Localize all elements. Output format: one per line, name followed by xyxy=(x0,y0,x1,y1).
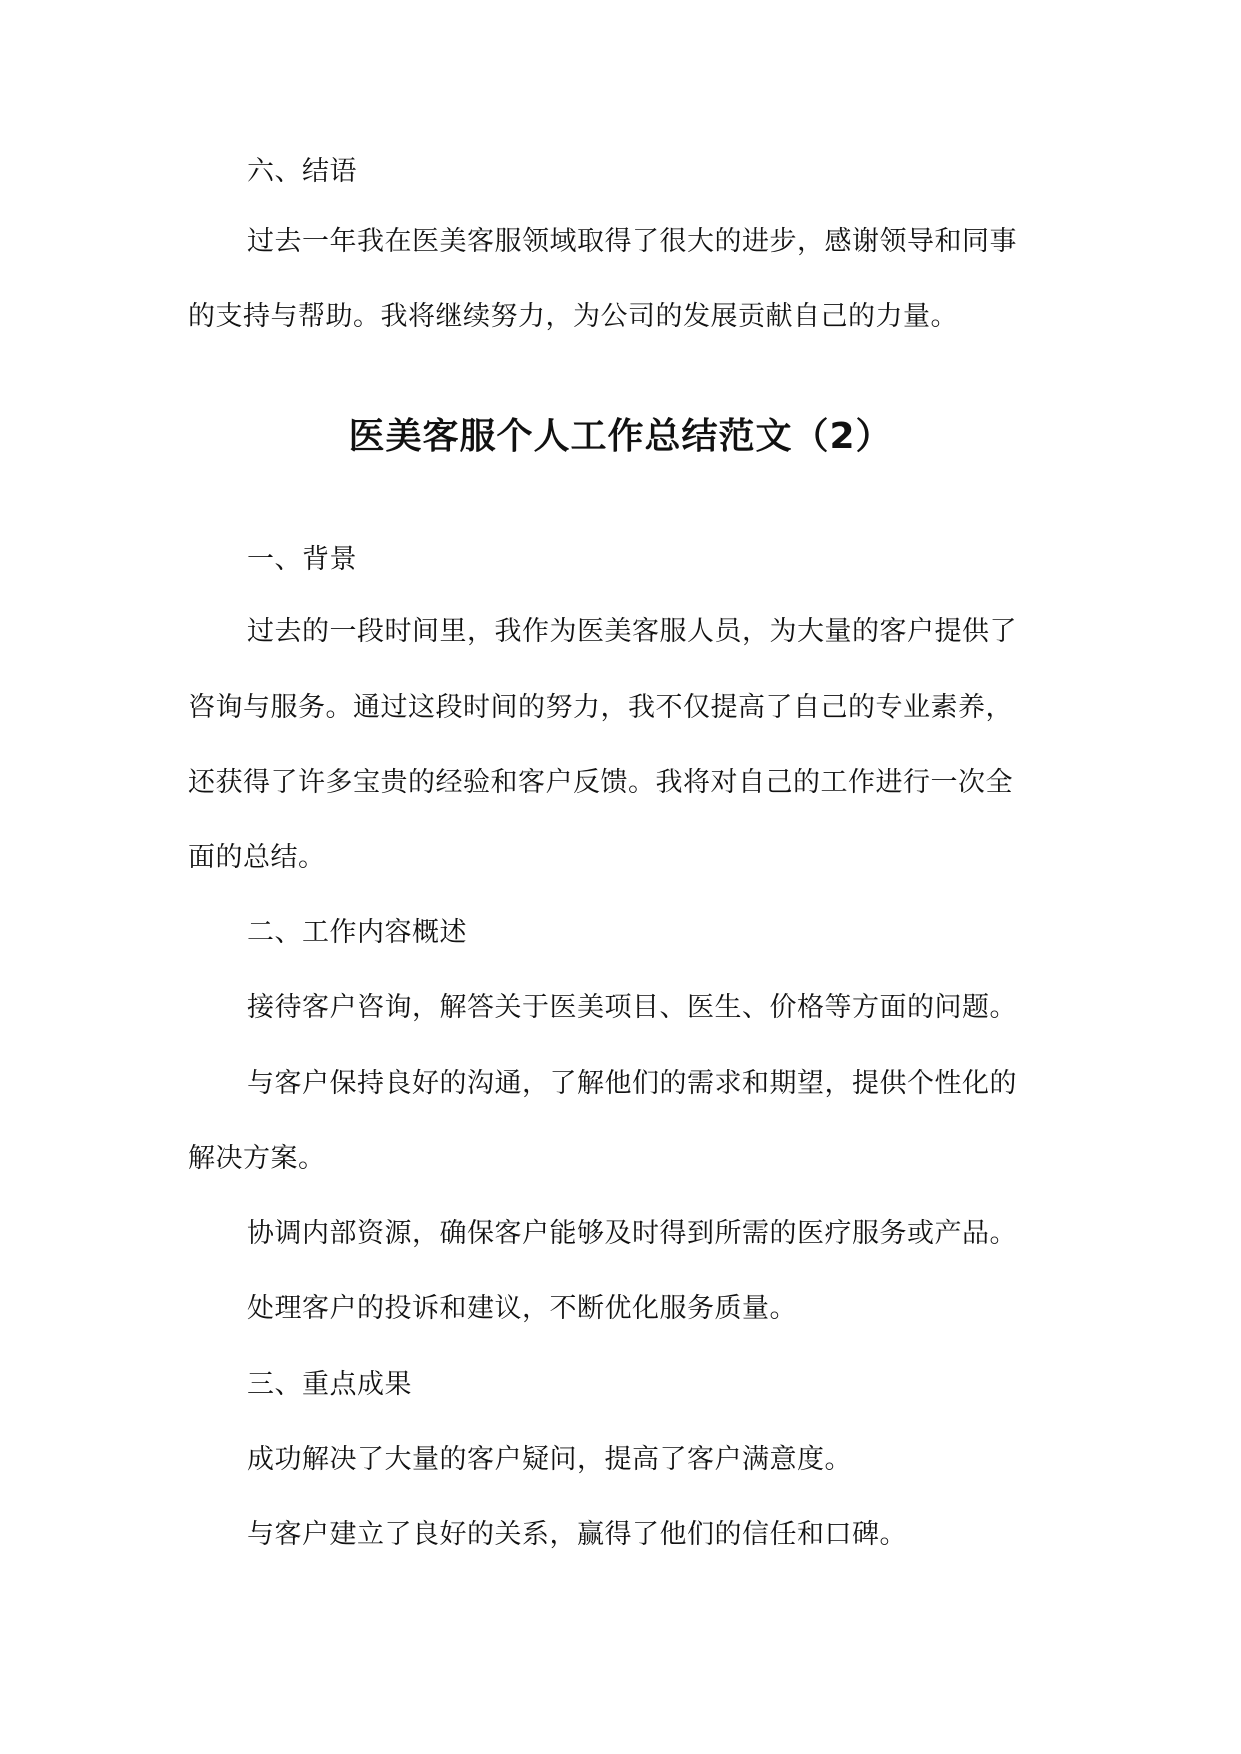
paragraph-line: 过去一年我在医美客服领域取得了很大的进步，感谢领导和同事 xyxy=(247,226,1017,257)
paragraph-line: 还获得了许多宝贵的经验和客户反馈。我将对自己的工作进行一次全 xyxy=(188,767,1013,798)
paragraph-line: 的支持与帮助。我将继续努力，为公司的发展贡献自己的力量。 xyxy=(188,301,958,332)
list-item: 成功解决了大量的客户疑问，提高了客户满意度。 xyxy=(247,1444,852,1475)
section-heading-conclusion: 六、结语 xyxy=(247,156,357,187)
list-item-continuation: 解决方案。 xyxy=(188,1143,326,1174)
section-heading-work-overview: 二、工作内容概述 xyxy=(247,917,467,948)
list-item: 与客户建立了良好的关系，赢得了他们的信任和口碑。 xyxy=(247,1519,907,1550)
list-item: 与客户保持良好的沟通，了解他们的需求和期望，提供个性化的 xyxy=(247,1068,1017,1099)
paragraph-line: 过去的一段时间里，我作为医美客服人员，为大量的客户提供了 xyxy=(247,616,1017,647)
paragraph-line: 面的总结。 xyxy=(188,842,326,873)
list-item: 接待客户咨询，解答关于医美项目、医生、价格等方面的问题。 xyxy=(247,992,1017,1023)
list-item: 协调内部资源，确保客户能够及时得到所需的医疗服务或产品。 xyxy=(247,1218,1017,1249)
section-heading-key-results: 三、重点成果 xyxy=(247,1369,412,1400)
list-item: 处理客户的投诉和建议，不断优化服务质量。 xyxy=(247,1293,797,1324)
paragraph-line: 咨询与服务。通过这段时间的努力，我不仅提高了自己的专业素养， xyxy=(188,692,1013,723)
document-title: 医美客服个人工作总结范文（2） xyxy=(348,416,893,457)
section-heading-background: 一、背景 xyxy=(247,544,357,575)
